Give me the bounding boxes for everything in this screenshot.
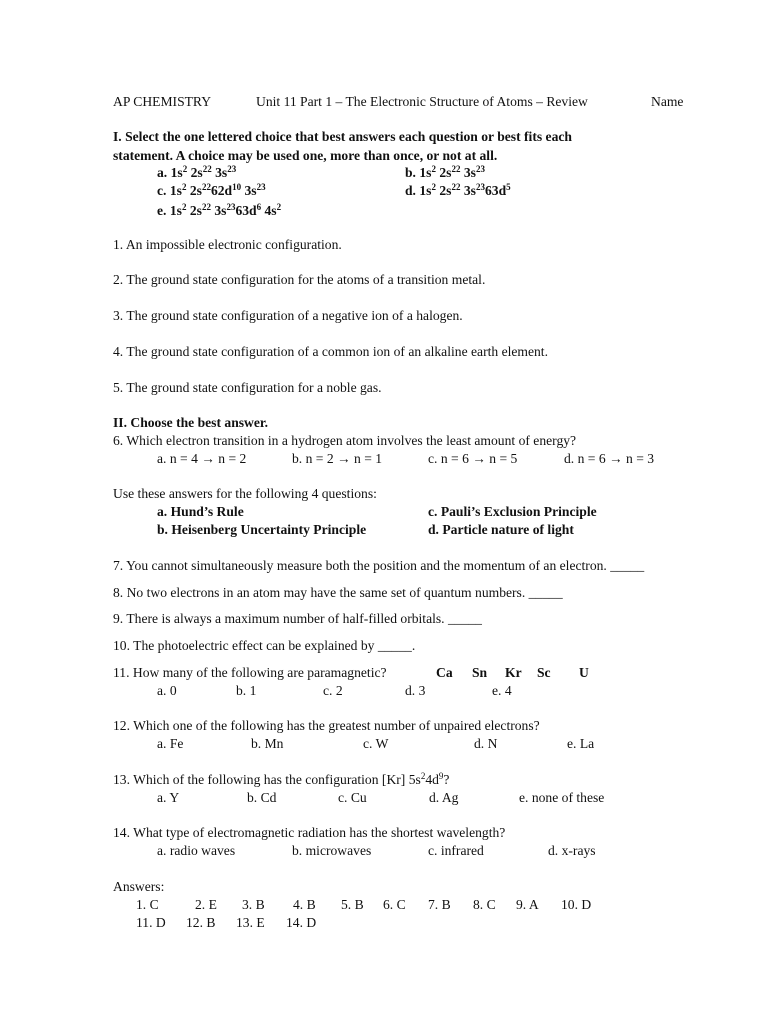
principles-intro: Use these answers for the following 4 questions:	[113, 486, 377, 501]
question-13	[113, 772, 449, 788]
choice-letter: b.	[405, 165, 416, 180]
q6-option-d: d. n = 6 → n = 3	[564, 451, 655, 466]
question-12: 12. Which one of the following has the greatest number of unpaired electrons?	[113, 718, 540, 733]
answer-item: 6. C	[383, 897, 406, 912]
choice-letter: e.	[157, 203, 167, 218]
answer-item: 1. C	[136, 897, 159, 912]
principle-d: d. Particle nature of light	[428, 522, 574, 537]
q14-option-c: c. infrared	[428, 843, 484, 858]
q13-sup: 2	[420, 771, 426, 781]
course-label: AP CHEMISTRY	[113, 94, 212, 109]
q13-option-d: d. Ag	[429, 790, 459, 805]
answer-item: 10. D	[561, 897, 592, 912]
question-5: 5. The ground state configuration for a noble gas.	[113, 380, 382, 395]
name-label: Name	[651, 94, 684, 109]
q11-element: U	[579, 665, 589, 680]
q14-option-b: b. microwaves	[292, 843, 372, 858]
question-7: 7. You cannot simultaneously measure both the position and the momentum of an electron. _____	[113, 558, 645, 573]
q13-text: ?	[443, 772, 450, 787]
electron-config: $1s^2$ $2s^{22}62d^{10}$ $3s^{23}$	[169, 182, 266, 198]
q11-element: Ca	[436, 665, 453, 680]
q14-option-d: d. x-rays	[548, 843, 596, 858]
q13-option-e: e. none of these	[519, 790, 605, 805]
q11-element: Kr	[505, 665, 522, 680]
choice-c	[157, 183, 266, 199]
choice-a	[157, 165, 236, 181]
section2-heading: II. Choose the best answer.	[113, 415, 269, 430]
answer-item: 14. D	[286, 915, 317, 930]
question-1: 1. An impossible electronic configuration.	[113, 237, 342, 252]
q13-option-c: c. Cu	[338, 790, 367, 805]
answer-item: 7. B	[428, 897, 451, 912]
electron-config: $1s^2$ $2s^{22}$ $3s^{23}63d^6$ $4s^2$	[169, 202, 282, 218]
question-2: 2. The ground state configuration for the atoms of a transition metal.	[113, 272, 486, 287]
q12-option-b: b. Mn	[251, 736, 284, 751]
answer-item: 13. E	[236, 915, 265, 930]
q12-option-a: a. Fe	[157, 736, 184, 751]
choice-letter: a.	[157, 165, 168, 180]
answer-item: 9. A	[516, 897, 539, 912]
q12-option-e: e. La	[567, 736, 595, 751]
question-9: 9. There is always a maximum number of half-filled orbitals. _____	[113, 611, 482, 626]
q13-text: 13. Which of the following has the configuration [Kr] 5s	[113, 772, 421, 787]
principle-b: b. Heisenberg Uncertainty Principle	[157, 522, 367, 537]
q12-option-d: d. N	[474, 736, 498, 751]
principle-a: a. Hund’s Rule	[157, 504, 244, 519]
choice-letter: c.	[157, 183, 167, 198]
answer-item: 3. B	[242, 897, 265, 912]
question-4: 4. The ground state configuration of a common ion of an alkaline earth element.	[113, 344, 548, 359]
q11-option-e: e. 4	[492, 683, 512, 698]
q13-option-a: a. Y	[157, 790, 180, 805]
q12-option-c: c. W	[363, 736, 389, 751]
choice-e	[157, 203, 281, 219]
question-10: 10. The photoelectric effect can be explained by _____.	[113, 638, 416, 653]
answer-item: 8. C	[473, 897, 496, 912]
choice-d	[405, 183, 511, 199]
choice-b	[405, 165, 485, 181]
q6-option-c: c. n = 6 → n = 5	[428, 451, 518, 466]
question-6: 6. Which electron transition in a hydrogen atom involves the least amount of energy?	[113, 433, 577, 448]
electron-config: $1s^2$ $2s^{22}$ $3s^{23}63d^5$	[419, 182, 511, 198]
electron-config: $1s^2$ $2s^{22}$ $3s^{23}$	[419, 164, 485, 180]
question-14: 14. What type of electromagnetic radiation has the shortest wavelength?	[113, 825, 506, 840]
question-8: 8. No two electrons in an atom may have the same set of quantum numbers. _____	[113, 585, 563, 600]
principle-c: c. Pauli’s Exclusion Principle	[428, 504, 597, 519]
q11-element: Sn	[472, 665, 488, 680]
q6-option-b: b. n = 2 → n = 1	[292, 451, 383, 466]
answer-item: 5. B	[341, 897, 364, 912]
q11-element: Sc	[537, 665, 551, 680]
q11-option-d: d. 3	[405, 683, 426, 698]
choice-letter: d.	[405, 183, 416, 198]
electron-config: $1s^2$ $2s^{22}$ $3s^{23}$	[170, 164, 237, 180]
q11-option-c: c. 2	[323, 683, 343, 698]
answer-item: 12. B	[186, 915, 216, 930]
q11-option-a: a. 0	[157, 683, 177, 698]
question-3: 3. The ground state configuration of a negative ion of a halogen.	[113, 308, 463, 323]
answer-item: 11. D	[136, 915, 166, 930]
section1-heading-line1: I. Select the one lettered choice that best answers each question or best fits each	[113, 129, 572, 144]
worksheet-title: Unit 11 Part 1 – The Electronic Structure of Atoms – Review	[256, 94, 588, 109]
q13-option-b: b. Cd	[247, 790, 277, 805]
section1-heading-line2: statement. A choice may be used one, more than once, or not at all.	[113, 148, 498, 163]
q13-sup: 9	[438, 771, 444, 781]
q11-option-b: b. 1	[236, 683, 257, 698]
q6-option-a: a. n = 4 → n = 2	[157, 451, 247, 466]
answer-item: 2. E	[195, 897, 217, 912]
answers-label: Answers:	[113, 879, 165, 894]
answer-item: 4. B	[293, 897, 316, 912]
question-11: 11. How many of the following are paramagnetic?	[113, 665, 387, 680]
q13-text: 4d	[425, 772, 439, 787]
q14-option-a: a. radio waves	[157, 843, 236, 858]
